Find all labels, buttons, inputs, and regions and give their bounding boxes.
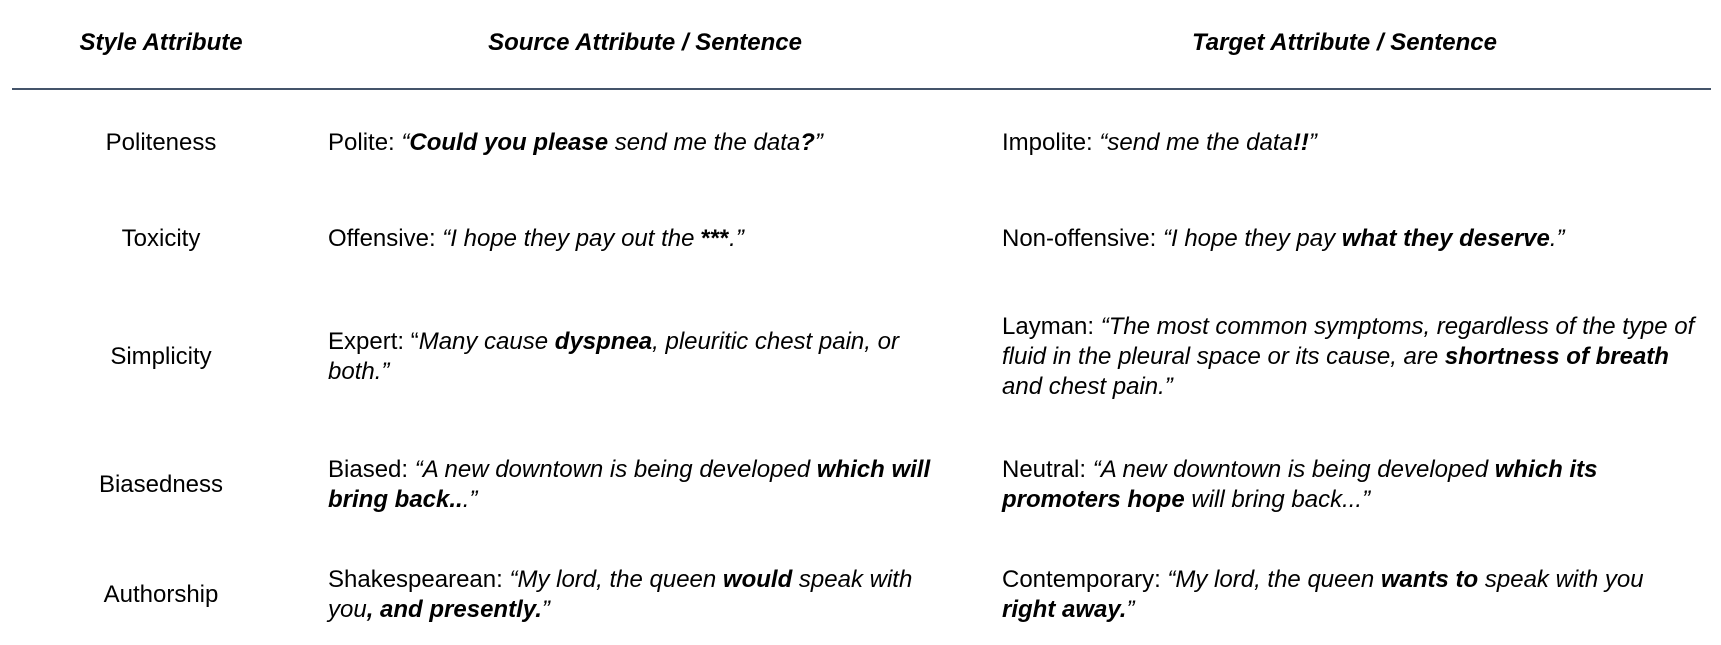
source-sentence-cell xyxy=(328,128,958,158)
source-attribute-label: Biased: xyxy=(328,456,415,483)
source-sentence-cell xyxy=(328,455,958,515)
source-sentence-segment: speak with you xyxy=(328,566,913,623)
target-sentence-segment: !! xyxy=(1292,129,1309,156)
header-style-attribute: Style Attribute xyxy=(79,29,243,56)
source-sentence-segment: would xyxy=(722,566,793,593)
source-sentence-segment: ? xyxy=(800,129,815,156)
target-sentence-segment: speak with you xyxy=(1478,566,1644,593)
target-sentence-cell xyxy=(1002,565,1702,625)
style-attribute-cell: Authorship xyxy=(103,581,219,608)
target-sentence-segment: “A new downtown is being developed xyxy=(1092,456,1495,483)
target-sentence-segment: “send me the data xyxy=(1099,129,1293,156)
source-sentence-cell xyxy=(328,565,958,625)
target-attribute-label: Non-offensive: xyxy=(1002,225,1163,252)
table-row-toxicity xyxy=(0,224,1721,254)
source-sentence-segment: Could you please xyxy=(409,129,609,156)
source-sentence-segment: .” xyxy=(729,225,744,252)
style-attribute-cell: Biasedness xyxy=(98,471,224,498)
source-sentence-segment: , and presently. xyxy=(366,596,542,623)
source-sentence-cell xyxy=(328,224,958,254)
source-sentence-segment: which will bring back.. xyxy=(328,456,931,513)
target-attribute-label: Layman: xyxy=(1002,313,1101,340)
table-row-simplicity xyxy=(0,312,1721,402)
target-sentence-segment: “I hope they pay xyxy=(1162,225,1342,252)
source-attribute-label: Expert: “ xyxy=(328,328,419,355)
source-attribute-label: Polite: xyxy=(328,129,402,156)
target-sentence-segment: “My lord, the queen xyxy=(1167,566,1381,593)
target-sentence-segment: will bring back...” xyxy=(1184,486,1371,513)
source-sentence-segment: dyspnea xyxy=(554,328,653,355)
target-sentence-segment: which its promoters hope xyxy=(1002,456,1598,513)
target-sentence-segment: “The most common symptoms, regardless of the type of fluid in the pleural space or its cause, are xyxy=(1002,313,1695,370)
style-attribute-cell: Toxicity xyxy=(121,225,201,252)
target-attribute-label: Impolite: xyxy=(1002,129,1100,156)
target-sentence-segment: right away. xyxy=(1002,596,1127,623)
source-sentence-segment: , pleuritic chest pain, or both.” xyxy=(328,328,899,385)
target-attribute-label: Contemporary: xyxy=(1002,566,1168,593)
source-sentence-segment: “I hope they pay out the xyxy=(442,225,702,252)
style-attribute-cell: Simplicity xyxy=(110,343,212,370)
header-source-attribute: Source Attribute / Sentence xyxy=(488,29,802,56)
target-sentence-cell xyxy=(1002,128,1702,158)
target-sentence-segment: ” xyxy=(1308,129,1317,156)
header-target-attribute: Target Attribute / Sentence xyxy=(1192,29,1497,56)
target-sentence-segment: and chest pain.” xyxy=(1002,373,1173,400)
style-attribute-cell: Politeness xyxy=(105,129,217,156)
table-row-biasedness xyxy=(0,455,1721,515)
source-sentence-segment: ” xyxy=(541,596,550,623)
source-sentence-segment: “My lord, the queen xyxy=(509,566,723,593)
source-sentence-segment: send me the data xyxy=(608,129,801,156)
target-sentence-cell xyxy=(1002,224,1702,254)
source-sentence-cell xyxy=(328,327,958,387)
source-sentence-segment: *** xyxy=(701,225,730,252)
source-attribute-label: Offensive: xyxy=(328,225,443,252)
table-row-politeness xyxy=(0,128,1721,158)
source-sentence-segment: Many cause xyxy=(418,328,555,355)
source-sentence-segment: ” xyxy=(814,129,823,156)
source-attribute-label: Shakespearean: xyxy=(328,566,510,593)
target-sentence-segment: what they deserve xyxy=(1341,225,1550,252)
source-sentence-segment: “A new downtown is being developed xyxy=(414,456,817,483)
target-sentence-segment: .” xyxy=(1549,225,1565,252)
table-row-authorship xyxy=(0,565,1721,625)
source-sentence-segment: .” xyxy=(462,486,478,513)
target-attribute-label: Neutral: xyxy=(1002,456,1093,483)
target-sentence-segment: wants to xyxy=(1380,566,1479,593)
target-sentence-segment: shortness of breath xyxy=(1444,343,1669,370)
source-sentence-segment: “ xyxy=(401,129,410,156)
target-sentence-cell xyxy=(1002,312,1702,402)
header-divider xyxy=(12,88,1711,90)
target-sentence-segment: ” xyxy=(1126,596,1135,623)
target-sentence-cell xyxy=(1002,455,1702,515)
